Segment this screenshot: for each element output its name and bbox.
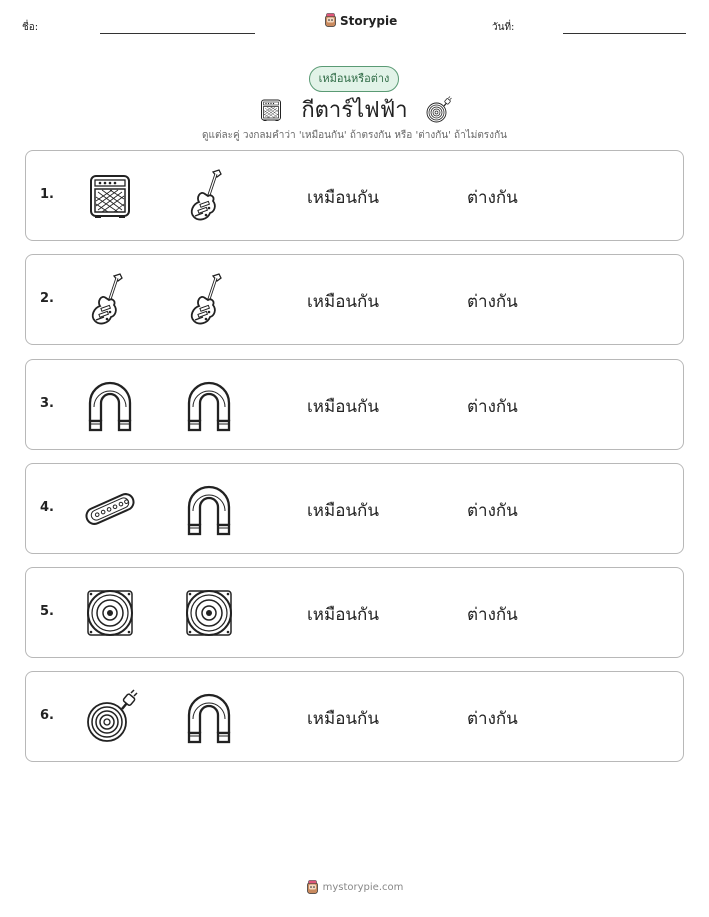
- row-number: 2.: [40, 291, 54, 306]
- exercise-row: [25, 150, 684, 241]
- cable-icon: [82, 689, 138, 745]
- row-number: 5.: [40, 604, 54, 619]
- different-option[interactable]: ต่างกัน: [467, 501, 518, 521]
- magnet-icon: [181, 481, 237, 537]
- exercise-row: [25, 359, 684, 450]
- exercise-row: [25, 671, 684, 762]
- different-option[interactable]: ต่างกัน: [467, 292, 518, 312]
- pickup-icon: [82, 481, 138, 537]
- brand-name: Storypie: [340, 13, 398, 28]
- speaker-icon: [181, 585, 237, 641]
- same-option[interactable]: เหมือนกัน: [307, 501, 379, 521]
- exercise-row: [25, 254, 684, 345]
- title-row: [0, 92, 709, 127]
- speaker-icon: [82, 585, 138, 641]
- footer: [0, 880, 709, 895]
- name-line[interactable]: [100, 33, 255, 34]
- guitar-icon: [181, 168, 237, 224]
- amp-icon: [257, 96, 285, 124]
- guitar-icon: [181, 272, 237, 328]
- amp-icon: [82, 168, 138, 224]
- worksheet-type-badge: เหมือนหรือต่าง: [309, 66, 399, 92]
- different-option[interactable]: ต่างกัน: [467, 188, 518, 208]
- same-option[interactable]: เหมือนกัน: [307, 709, 379, 729]
- name-label: ชื่อ:: [22, 22, 39, 33]
- magnet-icon: [82, 377, 138, 433]
- different-option[interactable]: ต่างกัน: [467, 709, 518, 729]
- different-option[interactable]: ต่างกัน: [467, 397, 518, 417]
- different-option[interactable]: ต่างกัน: [467, 605, 518, 625]
- same-option[interactable]: เหมือนกัน: [307, 292, 379, 312]
- row-number: 6.: [40, 708, 54, 723]
- same-option[interactable]: เหมือนกัน: [307, 397, 379, 417]
- mascot-icon: [306, 880, 319, 895]
- same-option[interactable]: เหมือนกัน: [307, 188, 379, 208]
- date-label: วันที่:: [492, 22, 515, 33]
- exercise-row: [25, 567, 684, 658]
- instructions: ดูแต่ละคู่ วงกลมคำว่า 'เหมือนกัน' ถ้าตรงกัน หรือ 'ต่างกัน' ถ้าไม่ตรงกัน: [202, 130, 507, 141]
- magnet-icon: [181, 377, 237, 433]
- brand-logo: [324, 13, 397, 28]
- magnet-icon: [181, 689, 237, 745]
- exercise-row: [25, 463, 684, 554]
- mascot-icon: [324, 13, 337, 28]
- row-number: 1.: [40, 187, 54, 202]
- same-option[interactable]: เหมือนกัน: [307, 605, 379, 625]
- guitar-icon: [82, 272, 138, 328]
- cable-icon: [424, 96, 452, 124]
- footer-site: mystorypie.com: [322, 882, 404, 893]
- row-number: 3.: [40, 396, 54, 411]
- page-title: กีตาร์ไฟฟ้า: [301, 98, 408, 123]
- row-number: 4.: [40, 500, 54, 515]
- date-line[interactable]: [563, 33, 686, 34]
